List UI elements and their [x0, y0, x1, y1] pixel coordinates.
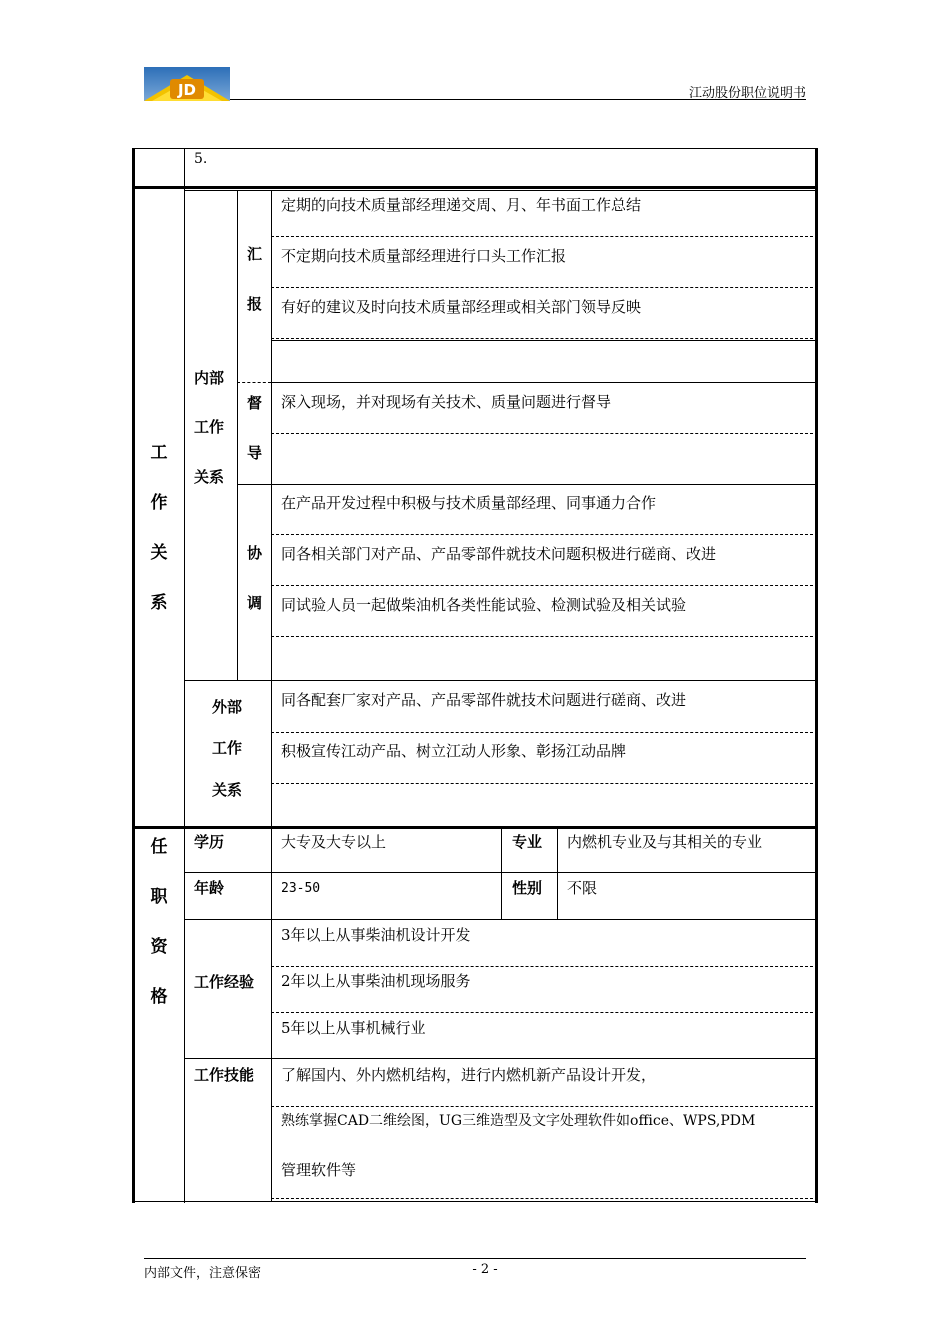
- external-item: 积极宣传江动产品、树立江动人形象、彰扬江动品牌: [281, 742, 627, 760]
- work-relations-title-2: 作: [150, 493, 168, 513]
- external-label-1: 外部: [212, 698, 243, 716]
- gender-label: 性别: [512, 879, 543, 897]
- qualifications-title-3: 资: [150, 937, 168, 957]
- footer-confidential: 内部文件，注意保密: [144, 1266, 262, 1281]
- education-label: 学历: [194, 833, 225, 851]
- gender-value: 不限: [567, 879, 598, 897]
- document-title: 江动股份职位说明书: [688, 86, 806, 101]
- external-label-2: 工作: [212, 739, 243, 757]
- age-label: 年龄: [194, 879, 225, 897]
- internal-label-3: 关系: [194, 468, 225, 486]
- report-item: 不定期向技术质量部经理进行口头工作汇报: [281, 247, 567, 265]
- qualifications-title-2: 职: [150, 887, 168, 907]
- coordinate-char-2: 调: [247, 594, 263, 612]
- coordinate-item: 同试验人员一起做柴油机各类性能试验、检测试验及相关试验: [281, 596, 687, 614]
- external-label-3: 关系: [212, 781, 243, 799]
- skills-item: 了解国内、外内燃机结构，进行内燃机新产品设计开发，: [281, 1066, 657, 1084]
- skills-label: 工作技能: [194, 1066, 255, 1084]
- qualifications-title-1: 任: [150, 837, 168, 857]
- major-label: 专业: [512, 833, 543, 851]
- supervise-char-1: 督: [247, 394, 263, 412]
- coordinate-char-1: 协: [247, 544, 263, 562]
- report-char-1: 汇: [247, 245, 263, 263]
- experience-label: 工作经验: [194, 973, 255, 991]
- supervise-char-2: 导: [247, 444, 263, 462]
- page-number: - 2 -: [472, 1262, 498, 1277]
- coordinate-item: 同各相关部门对产品、产品零部件就技术问题积极进行磋商、改进: [281, 545, 717, 563]
- major-value: 内燃机专业及与其相关的专业: [567, 833, 763, 851]
- skills-item: 管理软件等: [281, 1161, 357, 1179]
- experience-item: 3年以上从事柴油机设计开发: [281, 926, 471, 944]
- report-char-2: 报: [247, 295, 263, 313]
- experience-item: 5年以上从事机械行业: [281, 1019, 426, 1037]
- coordinate-item: 在产品开发过程中积极与技术质量部经理、同事通力合作: [281, 494, 657, 512]
- qualifications-title-4: 格: [150, 987, 168, 1007]
- education-value: 大专及大专以上: [281, 833, 387, 851]
- footer-rule: [144, 1258, 806, 1259]
- internal-label-2: 工作: [194, 418, 225, 436]
- skills-item: 熟练掌握CAD二维绘图，UG三维造型及文字处理软件如office、WPS,PDM: [281, 1113, 756, 1129]
- report-item: 定期的向技术质量部经理递交周、月、年书面工作总结: [281, 196, 642, 214]
- work-relations-title-3: 关: [150, 543, 168, 563]
- external-item: 同各配套厂家对产品、产品零部件就技术问题进行磋商、改进: [281, 691, 687, 709]
- company-logo: [144, 67, 230, 101]
- work-relations-title-1: 工: [150, 443, 168, 463]
- top-row-item: 5.: [194, 151, 208, 167]
- svg-text:JD: JD: [177, 81, 197, 99]
- supervise-item: 深入现场，并对现场有关技术、质量问题进行督导: [281, 393, 612, 411]
- experience-item: 2年以上从事柴油机现场服务: [281, 972, 471, 990]
- work-relations-title-4: 系: [150, 593, 168, 613]
- internal-label-1: 内部: [194, 369, 225, 387]
- age-value: 23-50: [281, 881, 321, 896]
- report-item: 有好的建议及时向技术质量部经理或相关部门领导反映: [281, 298, 642, 316]
